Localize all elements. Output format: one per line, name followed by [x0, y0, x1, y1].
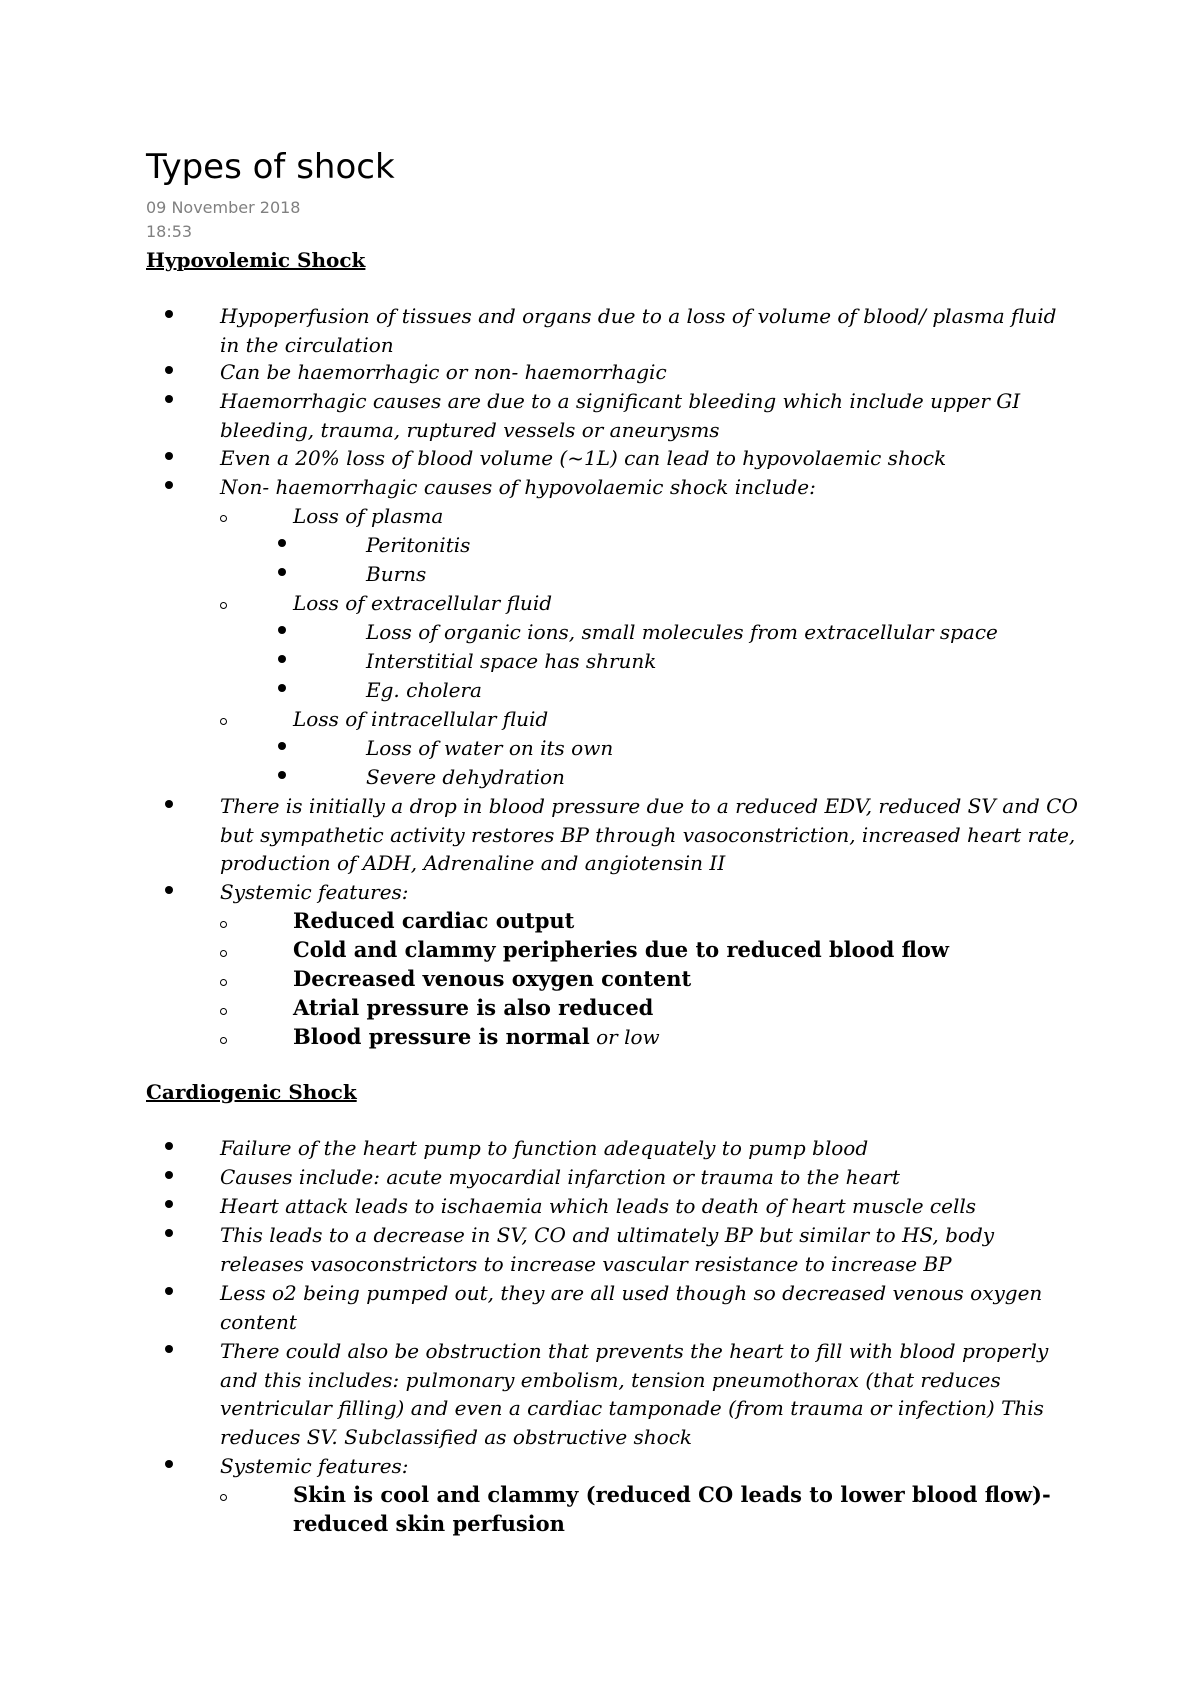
bullet-icon [278, 626, 286, 634]
circle-bullet-icon [220, 950, 227, 957]
section-heading-hypovolemic: Hypovolemic Shock [146, 248, 366, 272]
list-item: Peritonitis [366, 533, 471, 557]
list-item: Loss of extracellular fluid [293, 591, 553, 615]
bullet-icon [278, 539, 286, 547]
bullet-icon [278, 742, 286, 750]
list-item: Skin is cool and clammy (reduced CO leads to lower blood flow)- reduced skin perfusion [293, 1482, 1051, 1536]
circle-bullet-icon [220, 1037, 227, 1044]
list-item: Loss of plasma [293, 504, 444, 528]
list-item: Severe dehydration [366, 765, 565, 789]
list-item: Cold and clammy peripheries due to reduced blood flow [293, 937, 950, 962]
list-item: Loss of intracellular fluid [293, 707, 549, 731]
bullet-icon [165, 1142, 173, 1150]
bullet-icon [165, 366, 173, 374]
circle-bullet-icon [220, 718, 227, 725]
bullet-icon [165, 395, 173, 403]
bullet-icon [165, 1171, 173, 1179]
note-time: 18:53 [146, 222, 193, 241]
list-item: Loss of water on its own [366, 736, 614, 760]
circle-bullet-icon [220, 1008, 227, 1015]
bullet-icon [165, 1287, 173, 1295]
circle-bullet-icon [220, 979, 227, 986]
section-heading-cardiogenic: Cardiogenic Shock [146, 1080, 357, 1104]
bullet-icon [165, 886, 173, 894]
list-item: Systemic features: [220, 1454, 409, 1478]
circle-bullet-icon [220, 921, 227, 928]
list-item: Heart attack leads to ischaemia which leads to death of heart muscle cells [220, 1194, 976, 1218]
bullet-icon [165, 452, 173, 460]
list-item: Interstitial space has shrunk [366, 649, 657, 673]
list-item: Systemic features: [220, 880, 409, 904]
list-item: This leads to a decrease in SV, CO and ultimately BP but similar to HS, body releases vasoconstrictors to increase vascular resistance to increase BP [220, 1223, 995, 1276]
list-item: Non- haemorrhagic causes of hypovolaemic shock include: [220, 475, 816, 499]
list-item: Reduced cardiac output [293, 908, 575, 933]
bullet-icon [278, 568, 286, 576]
list-item: Burns [366, 562, 427, 586]
bullet-icon [165, 1345, 173, 1353]
list-item: Atrial pressure is also reduced [293, 995, 654, 1020]
bullet-icon [165, 481, 173, 489]
circle-bullet-icon [220, 602, 227, 609]
note-date: 09 November 2018 [146, 198, 301, 217]
list-item: There could also be obstruction that prevents the heart to fill with blood properly and this includes: pulmonary embolism, tension pneumothorax (that reduces ventricular filling) and even a cardiac tamponade (from trauma or infection) This reduces SV. Subclassified as obstructive shock [220, 1339, 1049, 1449]
list-item: Decreased venous oxygen content [293, 966, 692, 991]
list-item: Eg. cholera [366, 678, 482, 702]
list-item: Even a 20% loss of blood volume (~1L) can lead to hypovolaemic shock [220, 446, 947, 470]
circle-bullet-icon [220, 1494, 227, 1501]
bullet-icon [165, 1200, 173, 1208]
bullet-icon [165, 310, 173, 318]
list-item: There is initially a drop in blood pressure due to a reduced EDV, reduced SV and CO but sympathetic activity restores BP through vasoconstriction, increased heart rate, production of ADH, Adrenaline and angiotensin II [220, 794, 1078, 876]
bullet-icon [165, 1460, 173, 1468]
bullet-icon [278, 684, 286, 692]
list-item: Loss of organic ions, small molecules from extracellular space [366, 620, 998, 644]
list-item: Can be haemorrhagic or non- haemorrhagic [220, 360, 667, 384]
list-item: Hypoperfusion of tissues and organs due to a loss of volume of blood/ plasma fluid in the circulation [220, 304, 1057, 357]
list-item: Haemorrhagic causes are due to a significant bleeding which include upper GI bleeding, trauma, ruptured vessels or aneurysms [220, 389, 1021, 442]
list-item: Less o2 being pumped out, they are all used though so decreased venous oxygen content [220, 1281, 1043, 1334]
list-item: Failure of the heart pump to function adequately to pump blood [220, 1136, 869, 1160]
list-item: Blood pressure is normal or low [293, 1024, 660, 1049]
page-title: Types of shock [146, 147, 395, 187]
circle-bullet-icon [220, 515, 227, 522]
list-item: Causes include: acute myocardial infarction or trauma to the heart [220, 1165, 900, 1189]
bullet-icon [278, 771, 286, 779]
bullet-icon [165, 1229, 173, 1237]
bullet-icon [165, 800, 173, 808]
bullet-icon [278, 655, 286, 663]
